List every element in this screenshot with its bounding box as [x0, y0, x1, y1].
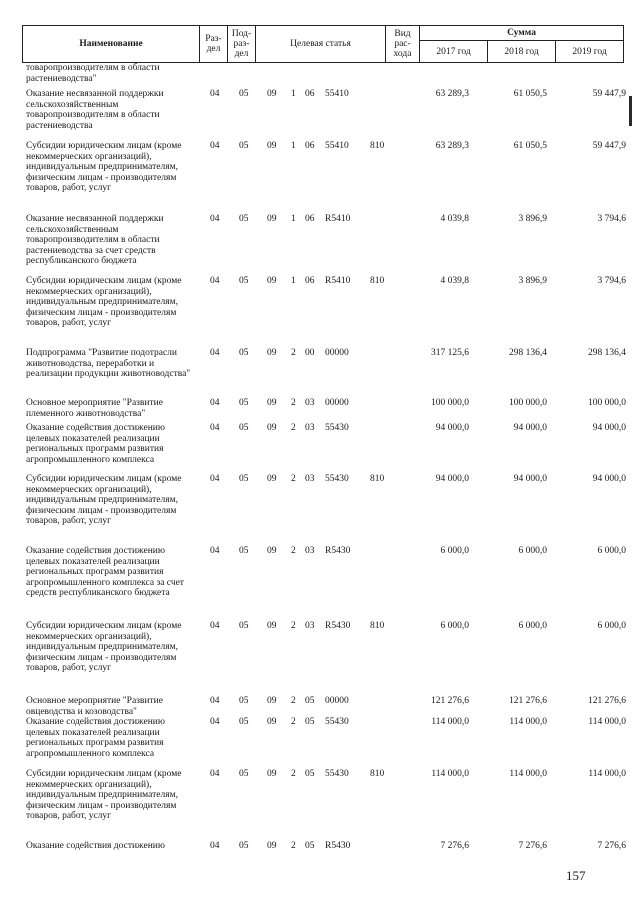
row-sum-2017: 114 000,0	[431, 769, 469, 779]
row-name: Субсидии юридическим лицам (кроме некоммерческих организаций), индивидуальным предпринимателям, физическим лицам - производителям товаров, работ, услуг	[26, 769, 182, 822]
row-sum-2017: 94 000,0	[435, 474, 469, 484]
row-csr-program: 09	[267, 423, 277, 433]
row-sum-2019: 3 794,6	[597, 214, 626, 224]
row-csr-program: 09	[267, 717, 277, 727]
row-podrazdel: 05	[239, 474, 249, 484]
row-csr-event: 03	[305, 398, 315, 408]
row-csr-event: 05	[305, 841, 315, 851]
row-csr-subprogram: 2	[291, 717, 296, 727]
row-razdel: 04	[210, 621, 220, 631]
row-razdel: 04	[210, 141, 220, 151]
row-vid: 810	[370, 474, 385, 484]
row-csr-subprogram: 2	[291, 696, 296, 706]
row-razdel: 04	[210, 423, 220, 433]
row-csr-direction: 55430	[325, 474, 349, 484]
row-sum-2018: 100 000,0	[509, 398, 547, 408]
row-csr-event: 03	[305, 423, 315, 433]
row-podrazdel: 05	[239, 717, 249, 727]
row-csr-subprogram: 1	[291, 276, 296, 286]
row-csr-direction: 00000	[325, 398, 349, 408]
row-csr-event: 05	[305, 717, 315, 727]
row-csr-event: 06	[305, 214, 315, 224]
row-podrazdel: 05	[239, 398, 249, 408]
row-sum-2018: 114 000,0	[509, 769, 547, 779]
row-csr-program: 09	[267, 769, 277, 779]
row-csr-direction: R5410	[325, 276, 351, 286]
header-podrazdel: Под- раз- дел	[228, 26, 256, 63]
row-csr-direction: 00000	[325, 348, 349, 358]
row-csr-direction: 55430	[325, 769, 349, 779]
row-sum-2019: 59 447,9	[592, 141, 626, 151]
row-sum-2019: 114 000,0	[588, 769, 626, 779]
row-razdel: 04	[210, 717, 220, 727]
row-vid: 810	[370, 621, 385, 631]
header-name: Наименование	[23, 26, 200, 63]
row-vid: 810	[370, 769, 385, 779]
row-sum-2019: 298 136,4	[588, 348, 626, 358]
row-sum-2019: 6 000,0	[597, 546, 626, 556]
row-razdel: 04	[210, 769, 220, 779]
row-csr-direction: 55430	[325, 717, 349, 727]
header-2019: 2019 год	[556, 41, 624, 63]
row-name: Основное мероприятие "Развитие овцеводства и козоводства"	[26, 696, 163, 717]
row-name: Оказание содействия достижению целевых показателей реализации региональных программ развития агропромышленного комплекса за счет средств республиканского бюджета	[26, 546, 184, 599]
row-razdel: 04	[210, 276, 220, 286]
row-sum-2018: 7 276,6	[518, 841, 547, 851]
row-podrazdel: 05	[239, 696, 249, 706]
row-sum-2018: 3 896,9	[518, 214, 547, 224]
row-sum-2019: 7 276,6	[597, 841, 626, 851]
row-razdel: 04	[210, 841, 220, 851]
row-podrazdel: 05	[239, 423, 249, 433]
row-sum-2019: 121 276,6	[588, 696, 626, 706]
row-name: Основное мероприятие "Развитие племенного животноводства"	[26, 398, 163, 419]
row-sum-2019: 100 000,0	[588, 398, 626, 408]
row-csr-event: 05	[305, 769, 315, 779]
row-sum-2018: 61 050,5	[513, 89, 547, 99]
page-number: 157	[566, 868, 586, 883]
row-vid: 810	[370, 141, 385, 151]
row-csr-subprogram: 2	[291, 546, 296, 556]
row-csr-program: 09	[267, 621, 277, 631]
row-sum-2017: 100 000,0	[431, 398, 469, 408]
row-csr-subprogram: 1	[291, 141, 296, 151]
row-sum-2017: 4 039,8	[440, 276, 469, 286]
header-csr: Целевая статья	[256, 26, 386, 63]
row-sum-2019: 6 000,0	[597, 621, 626, 631]
row-razdel: 04	[210, 546, 220, 556]
row-podrazdel: 05	[239, 214, 249, 224]
row-csr-event: 03	[305, 546, 315, 556]
row-vid: 810	[370, 276, 385, 286]
row-csr-direction: 55410	[325, 141, 349, 151]
row-csr-subprogram: 2	[291, 474, 296, 484]
row-csr-program: 09	[267, 89, 277, 99]
row-razdel: 04	[210, 398, 220, 408]
row-sum-2017: 6 000,0	[440, 546, 469, 556]
row-csr-subprogram: 2	[291, 621, 296, 631]
row-sum-2017: 6 000,0	[440, 621, 469, 631]
row-sum-2017: 317 125,6	[431, 348, 469, 358]
row-csr-event: 06	[305, 276, 315, 286]
row-csr-program: 09	[267, 214, 277, 224]
header-2018: 2018 год	[488, 41, 556, 63]
row-csr-direction: R5430	[325, 546, 351, 556]
row-podrazdel: 05	[239, 276, 249, 286]
row-csr-event: 03	[305, 621, 315, 631]
row-sum-2018: 298 136,4	[509, 348, 547, 358]
row-sum-2019: 114 000,0	[588, 717, 626, 727]
continuation-text: товаропроизводителям в области растениеводства"	[26, 63, 160, 84]
row-sum-2017: 63 289,3	[435, 89, 469, 99]
row-csr-program: 09	[267, 841, 277, 851]
row-razdel: 04	[210, 696, 220, 706]
row-sum-2017: 114 000,0	[431, 717, 469, 727]
row-name: Субсидии юридическим лицам (кроме некоммерческих организаций), индивидуальным предпринимателям, физическим лицам - производителям товаров, работ, услуг	[26, 276, 182, 329]
row-sum-2018: 94 000,0	[513, 423, 547, 433]
row-sum-2018: 3 896,9	[518, 276, 547, 286]
row-csr-subprogram: 2	[291, 423, 296, 433]
row-podrazdel: 05	[239, 348, 249, 358]
row-csr-program: 09	[267, 398, 277, 408]
scan-edge-mark	[629, 96, 632, 126]
header-2017: 2017 год	[420, 41, 488, 63]
row-podrazdel: 05	[239, 621, 249, 631]
row-csr-event: 06	[305, 141, 315, 151]
row-sum-2017: 7 276,6	[440, 841, 469, 851]
row-csr-event: 00	[305, 348, 315, 358]
row-sum-2019: 94 000,0	[592, 423, 626, 433]
row-sum-2017: 121 276,6	[431, 696, 469, 706]
row-csr-direction: 55430	[325, 423, 349, 433]
row-sum-2019: 59 447,9	[592, 89, 626, 99]
row-csr-subprogram: 2	[291, 841, 296, 851]
row-csr-program: 09	[267, 348, 277, 358]
row-csr-program: 09	[267, 276, 277, 286]
row-csr-event: 03	[305, 474, 315, 484]
row-name: Оказание содействия достижению целевых показателей реализации региональных программ развития агропромышленного комплекса	[26, 717, 165, 759]
row-csr-direction: R5430	[325, 841, 351, 851]
row-razdel: 04	[210, 348, 220, 358]
row-csr-direction: R5430	[325, 621, 351, 631]
row-csr-direction: 55410	[325, 89, 349, 99]
header-razdel: Раз- дел	[200, 26, 228, 63]
row-sum-2017: 63 289,3	[435, 141, 469, 151]
row-razdel: 04	[210, 214, 220, 224]
row-sum-2017: 4 039,8	[440, 214, 469, 224]
row-sum-2018: 61 050,5	[513, 141, 547, 151]
row-name: Оказание содействия достижению целевых показателей реализации региональных программ развития агропромышленного комплекса	[26, 423, 165, 465]
row-name: Оказание содействия достижению	[26, 841, 165, 851]
row-csr-program: 09	[267, 474, 277, 484]
row-name: Субсидии юридическим лицам (кроме некоммерческих организаций), индивидуальным предпринимателям, физическим лицам - производителям товаров, работ, услуг	[26, 621, 182, 674]
row-sum-2018: 114 000,0	[509, 717, 547, 727]
row-podrazdel: 05	[239, 841, 249, 851]
row-csr-subprogram: 1	[291, 214, 296, 224]
row-podrazdel: 05	[239, 546, 249, 556]
row-razdel: 04	[210, 474, 220, 484]
row-sum-2017: 94 000,0	[435, 423, 469, 433]
row-sum-2019: 94 000,0	[592, 474, 626, 484]
row-podrazdel: 05	[239, 769, 249, 779]
row-sum-2018: 94 000,0	[513, 474, 547, 484]
table-header	[22, 25, 624, 63]
row-csr-program: 09	[267, 141, 277, 151]
row-podrazdel: 05	[239, 89, 249, 99]
row-name: Оказание несвязанной поддержки сельскохозяйственным товаропроизводителям в области растениеводства за счет средств республиканского бюджета	[26, 214, 164, 267]
row-csr-direction: R5410	[325, 214, 351, 224]
row-razdel: 04	[210, 89, 220, 99]
row-name: Подпрограмма "Развитие подотрасли животноводства, переработки и реализации продукции животноводства"	[26, 348, 191, 380]
row-csr-direction: 00000	[325, 696, 349, 706]
header-vid: Вид рас- хода	[386, 26, 420, 63]
row-sum-2018: 6 000,0	[518, 621, 547, 631]
row-csr-program: 09	[267, 546, 277, 556]
row-name: Субсидии юридическим лицам (кроме некоммерческих организаций), индивидуальным предпринимателям, физическим лицам - производителям товаров, работ, услуг	[26, 141, 182, 194]
row-csr-event: 06	[305, 89, 315, 99]
row-podrazdel: 05	[239, 141, 249, 151]
row-name: Субсидии юридическим лицам (кроме некоммерческих организаций), индивидуальным предпринимателям, физическим лицам - производителям товаров, работ, услуг	[26, 474, 182, 527]
row-csr-event: 05	[305, 696, 315, 706]
row-sum-2018: 6 000,0	[518, 546, 547, 556]
row-csr-subprogram: 2	[291, 769, 296, 779]
row-csr-subprogram: 1	[291, 89, 296, 99]
row-csr-program: 09	[267, 696, 277, 706]
header-summa: Сумма	[420, 26, 624, 41]
row-sum-2018: 121 276,6	[509, 696, 547, 706]
row-sum-2019: 3 794,6	[597, 276, 626, 286]
row-csr-subprogram: 2	[291, 348, 296, 358]
row-name: Оказание несвязанной поддержки сельскохозяйственным товаропроизводителям в области растениеводства	[26, 89, 164, 131]
row-csr-subprogram: 2	[291, 398, 296, 408]
